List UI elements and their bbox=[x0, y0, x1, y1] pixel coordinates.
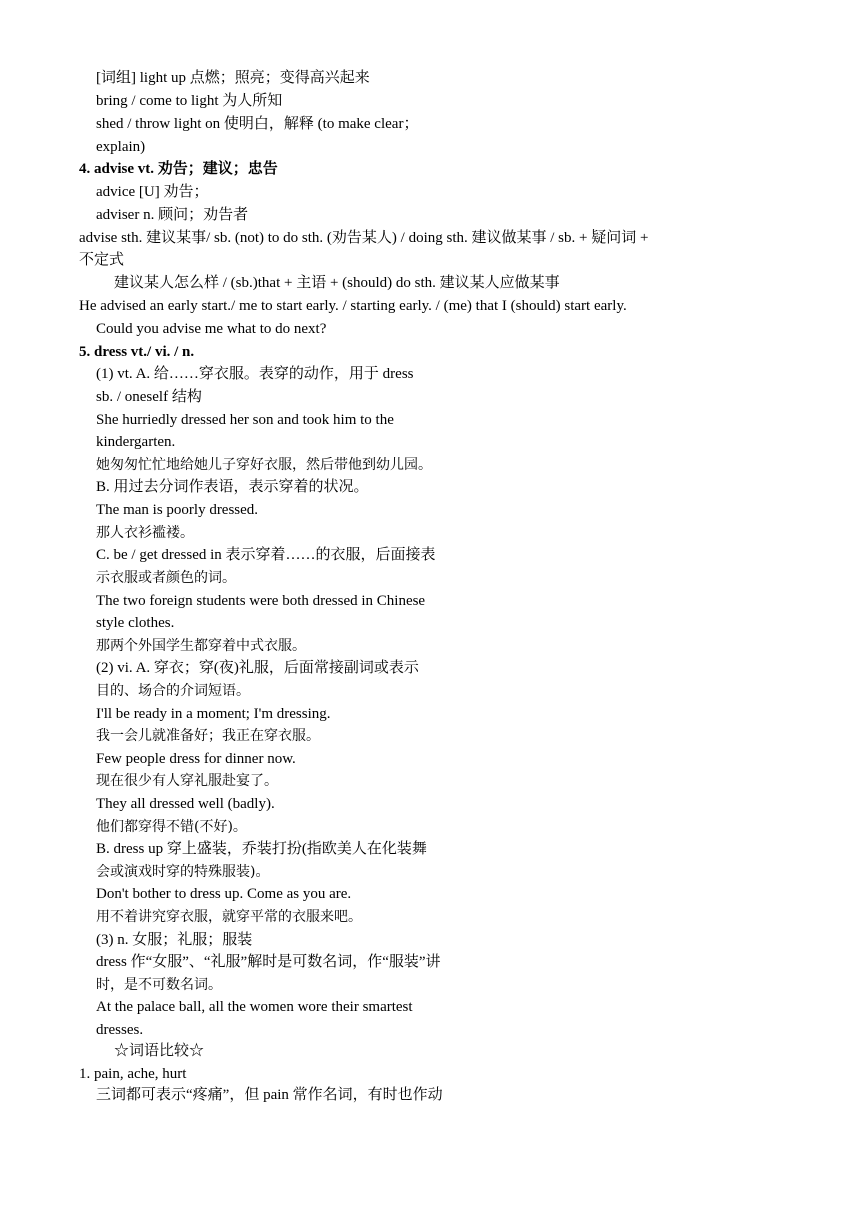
text-line: The man is poorly dressed. bbox=[96, 502, 259, 518]
text-line: B. dress up 穿上盛装，乔装打扮(指欧美人在化装舞 bbox=[96, 841, 427, 857]
text-line: (3) n. 女服；礼服；服装 bbox=[96, 932, 253, 948]
text-line: They all dressed well (badly). bbox=[96, 796, 275, 812]
text-line: Don't bother to dress up. Come as you are. bbox=[96, 886, 352, 902]
text-line: B. 用过去分词作表语，表示穿着的状况。 bbox=[96, 479, 369, 495]
text-line: 三词都可表示“疼痛”，但 pain 常作名词，有时也作动 bbox=[96, 1087, 443, 1103]
section-heading: ☆词语比较☆ bbox=[114, 1043, 205, 1059]
text-line: 会或演戏时穿的特殊服装)。 bbox=[96, 864, 270, 880]
text-line: 目的、场合的介词短语。 bbox=[96, 683, 250, 699]
section-heading: 4. advise vt. 劝告；建议；忠告 bbox=[79, 161, 278, 177]
text-line: She hurriedly dressed her son and took him to the bbox=[96, 412, 394, 428]
text-line: The two foreign students were both dressed in Chinese bbox=[96, 593, 426, 609]
text-line: 现在很少有人穿礼服赴宴了。 bbox=[96, 773, 278, 789]
text-line: 1. pain, ache, hurt bbox=[79, 1066, 187, 1082]
text-line: sb. / oneself 结构 bbox=[96, 389, 202, 405]
text-line: Could you advise me what to do next? bbox=[96, 321, 327, 337]
text-line: 那人衣衫褴褛。 bbox=[96, 525, 194, 541]
text-line: kindergarten. bbox=[96, 434, 176, 450]
text-line: advice [U] 劝告； bbox=[96, 184, 209, 200]
text-line: Few people dress for dinner now. bbox=[96, 751, 296, 767]
text-line: dresses. bbox=[96, 1022, 144, 1038]
text-line: shed / throw light on 使明白，解释 (to make clear； bbox=[96, 116, 419, 132]
text-line: 时，是不可数名词。 bbox=[96, 977, 222, 993]
text-line: 那两个外国学生都穿着中式衣服。 bbox=[96, 638, 306, 654]
section-heading: 5. dress vt./ vi. / n. bbox=[79, 344, 195, 360]
text-line: 示衣服或者颜色的词。 bbox=[96, 570, 236, 586]
text-line: (2) vi. A. 穿衣；穿(夜)礼服，后面常接副词或表示 bbox=[96, 660, 419, 676]
text-line: (1) vt. A. 给……穿衣服。表穿的动作，用于 dress bbox=[96, 366, 414, 382]
text-line: advise sth. 建议某事/ sb. (not) to do sth. (劝告某人) / doing sth. 建议做某事 / sb. + 疑问词 + bbox=[79, 230, 649, 246]
text-line: [词组] light up 点燃；照亮；变得高兴起来 bbox=[96, 70, 370, 86]
text-line: C. be / get dressed in 表示穿着……的衣服，后面接表 bbox=[96, 547, 436, 563]
text-line: adviser n. 顾问；劝告者 bbox=[96, 207, 249, 223]
text-line: I'll be ready in a moment; I'm dressing. bbox=[96, 706, 331, 722]
text-line: 建议某人怎么样 / (sb.)that + 主语 + (should) do sth. 建议某人应做某事 bbox=[114, 275, 560, 291]
text-line: 用不着讲究穿衣服，就穿平常的衣服来吧。 bbox=[96, 909, 362, 925]
text-line: style clothes. bbox=[96, 615, 175, 631]
text-line: 我一会儿就准备好；我正在穿衣服。 bbox=[96, 728, 320, 744]
text-line: 她匆匆忙忙地给她儿子穿好衣服，然后带他到幼儿园。 bbox=[96, 457, 432, 473]
text-line: 他们都穿得不错(不好)。 bbox=[96, 819, 247, 835]
text-line: At the palace ball, all the women wore their smartest bbox=[96, 999, 413, 1015]
text-line: dress 作“女服”、“礼服”解时是可数名词，作“服装”讲 bbox=[96, 954, 441, 970]
text-line: bring / come to light 为人所知 bbox=[96, 93, 283, 109]
text-line: explain) bbox=[96, 139, 146, 155]
text-line: 不定式 bbox=[79, 252, 125, 268]
text-line: He advised an early start./ me to start early. / starting early. / (me) that I (should) start early. bbox=[79, 298, 627, 314]
